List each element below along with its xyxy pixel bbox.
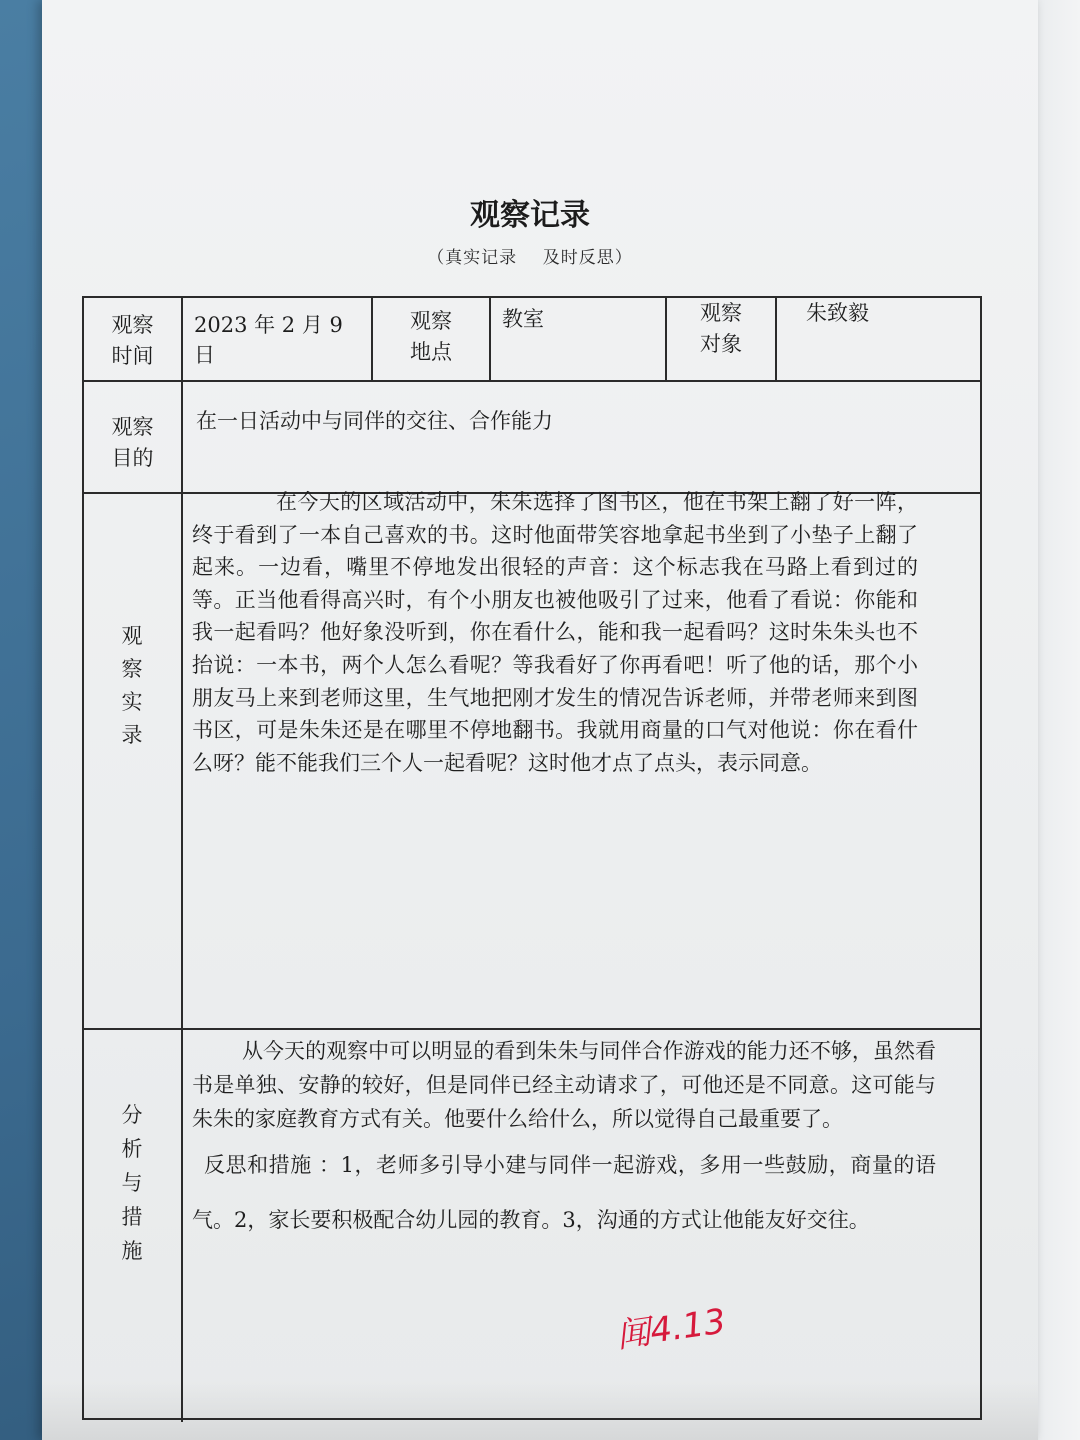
row-divider [84, 380, 980, 382]
time-label: 观察 时间 [111, 313, 154, 368]
time-value: 2023 年 2 月 9 日 [194, 313, 343, 367]
purpose-value: 在一日活动中与同伴的交往、合作能力 [196, 409, 553, 433]
record-text: 在今天的区域活动中，朱朱选择了图书区，他在书架上翻了好一阵，终于看到了一本自己喜欢的书。这时他面带笑容地拿起书坐到了小垫子上翻了起来。一边看，嘴里不停地发出很轻的声音：这个标志我在马路上看到过的等。正当他看得高兴时，有个小朋友也被他吸引了过来，他看了看说：你能和我一起看吗？他好象没听到，你在看什么，能和我一起看吗？这时朱朱头也不抬说：一本书，两个人怎么看呢？等我看好了你再看吧！听了他的话，那个小朋友马上来到老师这里，生气地把刚才发生的情况告诉老师，并带老师来到图书区，可是朱朱还是在哪里不停地翻书。我就用商量的口气对他说：你在看什么呀？能不能我们三个人一起看呢？这时他才点了点头，表示同意。 [192, 490, 918, 775]
paper-shadow [42, 1380, 1038, 1440]
record-body [192, 486, 918, 779]
handwritten-signature: 闻4.13 [613, 1301, 729, 1357]
purpose-label: 观察 目的 [111, 415, 154, 470]
record-label: 观察实录 [121, 624, 143, 747]
analysis-body [192, 1034, 936, 1248]
place-value: 教室 [502, 307, 544, 331]
col-divider [489, 298, 491, 380]
place-label: 观察 地点 [410, 309, 452, 364]
col-divider [775, 298, 777, 380]
measures-paragraph: 反思和措施 ：1，老师多引导小建与同伴一起游戏，多用一些鼓励，商量的语气。2，家长要积极配合幼儿园的教育。3，沟通的方式让他能友好交往。 [192, 1153, 936, 1232]
record-table [82, 296, 982, 1420]
analysis-label: 分析与措施 [121, 1103, 143, 1263]
analysis-paragraph: 从今天的观察中可以明显的看到朱朱与同伴合作游戏的能力还不够，虽然看书是单独、安静的较好，但是同伴已经主动请求了，可他还是不同意。这可能与朱朱的家庭教育方式有关。他要什么给什么，所以觉得自己最重要了。 [192, 1039, 936, 1131]
subject-value: 朱致毅 [806, 301, 869, 325]
document-title: 观察记录 [470, 198, 590, 233]
document-subtitle: （真实记录 及时反思） [427, 248, 633, 268]
label-column-divider [181, 298, 183, 1422]
observation-record-sheet [42, 0, 1038, 1440]
row-divider [84, 1028, 980, 1030]
subject-label: 观察 对象 [700, 301, 742, 356]
